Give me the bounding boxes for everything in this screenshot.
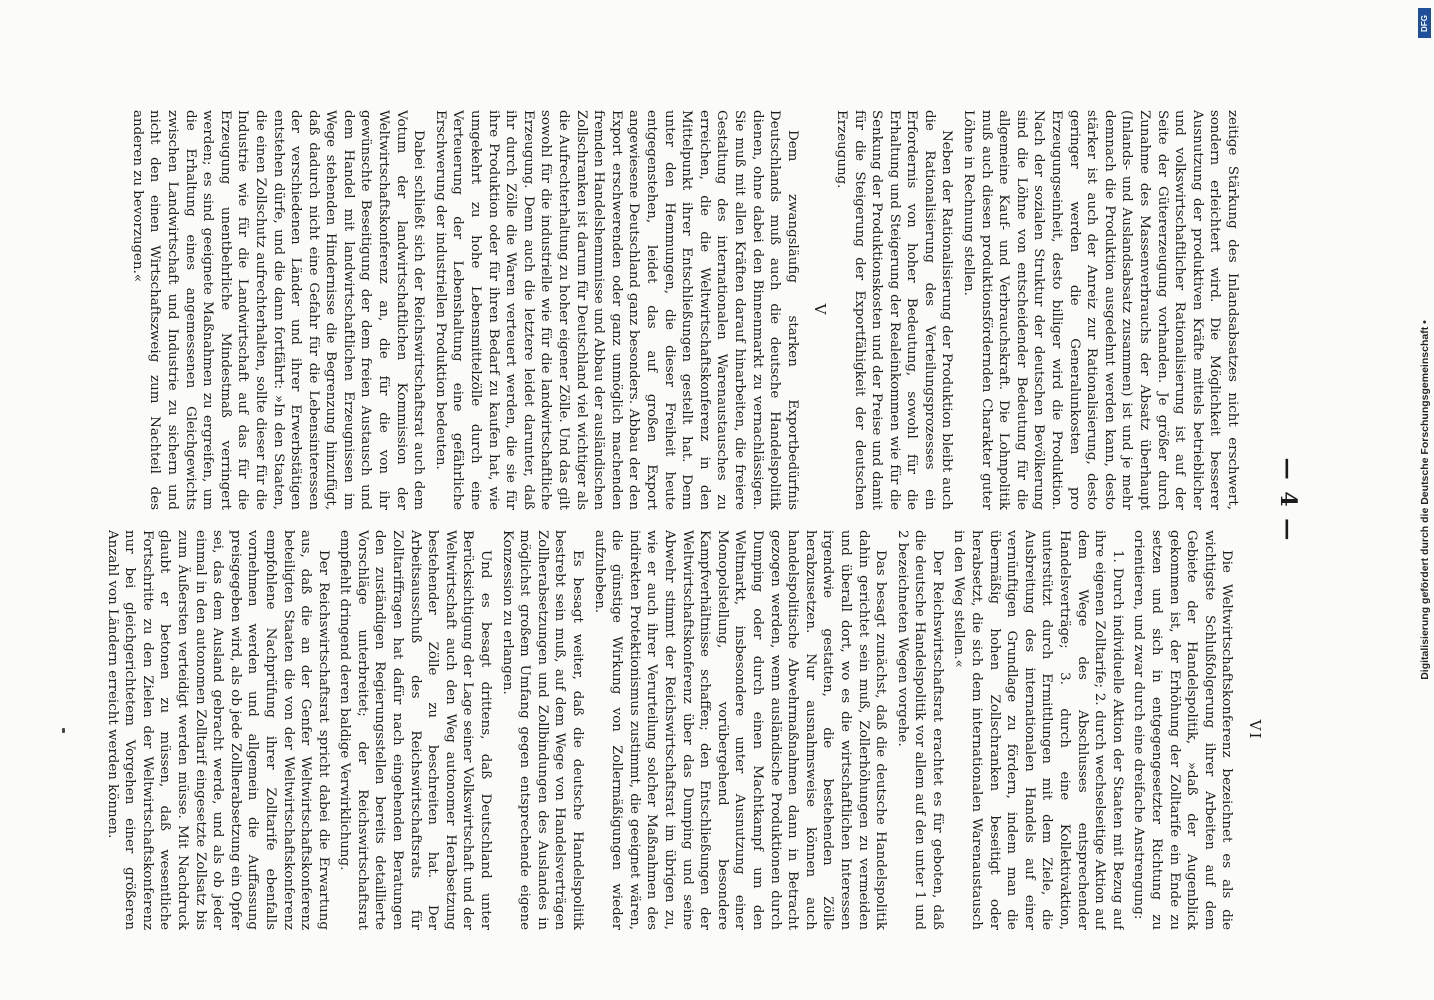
col1-paragraph-2: Neben der Rationalisierung der Produktion bleibt auch die Rationalisierung des Verteilungsprozesses ein Erfordernis von hoher Bedeutung, sowohl für die Erhaltung und Steigerung der Realeinkommen wie für die Senkung der Produktionskosten und der Preise und damit für die Steigerung der Exportfähigkeit der deutschen Erzeugung. [833, 110, 955, 510]
dfg-logo [1418, 8, 1431, 38]
col2-paragraph-3: Der Reichswirtschaftsrat erachtet es für geboten, daß die deutsche Handelspolitik vor allem auf den unter 1 und 2 bezeichneten Wegen vorgehe. [894, 530, 945, 930]
dfg-logo-text: DFG [1420, 14, 1430, 32]
section-heading-vi: VI [1246, 719, 1264, 741]
col2-paragraph-6: Und es besagt drittens, daß Deutschland unter Berücksichtigung der Lage seiner Volkswirtschaft und der Weltwirtschaft auch den Weg autonomer Herabsetzung bestehender Zölle zu beschreiten hat. Der Arbeitsausschuß des Reichswirtschaftsrats für Zolltariffragen hat dafür nach eingehenden Beratungen den zuständigen Regierungsstellen bereits detaillierte Vorschläge unterbreitet; der Reichswirtschaftsrat empfiehlt dringend deren baldige Verwirklichung. [337, 530, 494, 930]
sidebar-credit-text: Digitalisierung gefördert durch die Deutsche Forschungsgemeinschaft • [1419, 320, 1432, 680]
col1-paragraph-1: zeitige Stärkung des Inlandsabsatzes nicht erschwert, sondern erleichtert wird. Die Möglichkeit besserer Ausnutzung der produktiven Kräfte mittels betrieblicher und volkswirtschaftlicher Rationalisierung ist auf der Seite der Gütererzeugung vorhanden. Je größer durch Zunahme des Massenverbrauchs der Absatz überhaupt (Inlands- und Auslandsabsatz zusammen) ist und je mehr demnach die Produktion ausgedehnt werden kann, desto stärker ist auch der Anreiz zur Rationalisierung, desto geringer werden die Generalunkosten pro Erzeugungseinheit, desto billiger wird die Produktion. Nach der sozialen Struktur der deutschen Bevölkerung sind die Löhne von entscheidender Bedeutung für die allgemeine Kauf- und Verbrauchskraft. Die Lohnpolitik muß auch diesen produktionsfördernden Charakter guter Löhne in Rechnung stellen. [961, 110, 1240, 510]
col2-paragraph-7: Der Reichswirtschaftsrat spricht dabei die Erwartung aus, daß die an der Genfer Weltwirtschaftskonferenz beteiligten Staaten die von der Weltwirtschaftskonferenz empfohlene Nachprüfung ihrer Zolltarife ebenfalls vornehmen werden und allgemein die Auffassung preisgegeben wird, als ob jede Zollherabsetzung ein Opfer sei, das dem Ausland gebracht werde, und als ob jeder einmal in den autonomen Zolltarif eingesetzte Zollsatz bis zum Äußersten verteidigt werden müsse. Mit Nachdruck glaubt er betonen zu müssen, daß wesentliche Fortschritte zu den Zielen der Weltwirtschaftskonferenz nur bei gleichgerichtetem Vorgehen einer größeren Anzahl von Ländern erreicht werden können. [104, 530, 331, 930]
col1-paragraph-4: Dabei schließt sich der Reichswirtschaftsrat auch dem Votum der landwirtschaftlichen Kommission der Weltwirtschaftskonferenz an, die für die von ihr gewünschte Beseitigung der dem freien Austausch und dem Handel mit landwirtschaftlichen Erzeugnissen im Wege stehenden Hindernisse die Begrenzung hinzufügt, daß dadurch nicht eine Gefahr für die Lebensinteressen der verschiedenen Länder und ihrer Erwerbstätigen entstehen dürfe, und die dann fortfährt: »In den Staaten, die einen Zollschutz aufrechterhalten, sollte dieser für die Industrie wie für die Landwirtschaft auf das für die Erzeugung unentbehrliche Mindestmaß verringert werden; es sind geeignete Maßnahmen zu ergreifen, um die Erhaltung eines angemessenen Gleichgewichts zwischen Landwirtschaft und Industrie zu sichern und nicht den einen Wirtschaftszweig zum Nachteil des anderen zu bevorzugen.« [129, 110, 427, 510]
column-one [61, 110, 1241, 510]
section-heading-v: V [811, 303, 830, 317]
scan-speck [62, 728, 65, 733]
col2-paragraph-2: 1. Durch individuelle Aktion der Staaten mit Bezug auf ihre eigenen Zolltarife; 2. durch wechselseitige Aktion auf dem Wege des Abschlusses entsprechender Handelsverträge; 3. durch eine Kollektivaktion, unterstützt durch Ermittlungen mit dem Ziele, die Ausbreitung des internationalen Handels auf einer vernünftigen Grundlage zu fördern, indem man die übermäßig hohen Zollschranken beseitigt oder herabsetzt, die sich dem internationalen Warenaustausch in den Weg stellen.« [951, 530, 1125, 930]
col2-paragraph-1: Die Weltwirtschaftskonferenz bezeichnet es als die wichtigste Schlußfolgerung ihrer Arbeiten auf dem Gebiete der Handelspolitik, »daß der Augenblick gekommen ist, der Erhöhung der Zolltarife ein Ende zu setzen und sich in entgegengesetzter Richtung zu orientieren, und zwar durch eine dreifache Anstrengung: [1131, 530, 1235, 930]
column-two [57, 530, 1267, 930]
rotated-document [15, 0, 1305, 1000]
digitization-sidebar [1416, 0, 1434, 1000]
col2-paragraph-4: Das besagt zunächst, daß die deutsche Handelspolitik dahin gerichtet sein muß, Zollerhöhungen zu vermeiden und überall dort, wo es die wirtschaftlichen Interessen irgendwie gestatten, die bestehenden Zölle herabzusetzen. Nur ausnahmsweise können auch handelspolitische Abwehrmaßnahmen dann in Betracht gezogen werden, wenn ausländische Produktionen durch Dumping oder durch einen Machtkampf um den Weltmarkt, insbesondere unter Ausnutzung einer Monopolstellung, vorübergehend besondere Kampfverhältnisse schaffen; den Entschließungen der Weltwirtschaftskonferenz über das Dumping und seine Abwehr stimmt der Reichswirtschaftsrat im übrigen zu, wie er auch ihrer Verurteilung solcher Maßnahmen des indirekten Protektionismus zustimmt, die geeignet wären, die günstige Wirkung von Zollermäßigungen wieder aufzuheben. [591, 530, 889, 930]
col2-paragraph-5: Es besagt weiter, daß die deutsche Handelspolitik bestrebt sein muß, auf dem Wege von Handelsverträgen Zollherabsetzungen und Zollbindungen des Auslandes in möglichst großem Umfang gegen entsprechende eigene Konzession zu erlangen. [499, 530, 586, 930]
page-number: — 4 — [1275, 457, 1301, 543]
col1-paragraph-3: Dem zwangsläufig starken Exportbedürfnis Deutschlands muß auch die deutsche Handelspolitik dienen, ohne dabei den Binnenmarkt zu vernachlässigen. Sie muß mit allen Kräften darauf hinarbeiten, die freiere Gestaltung des internationalen Warenaustausches zu erreichen, die die Weltwirtschaftskonferenz in den Mittelpunkt ihrer Entschließungen gestellt hat. Denn unter den Hemmungen, die dieser Freiheit heute entgegenstehen, leidet das auf großen Export angewiesene Deutschland ganz besonders. Abbau der den Export erschwerenden oder ganz unmöglich machenden fremden Handelshemmnisse und Abbau der ausländischen Zollschranken ist darum für Deutschland viel wichtiger als die Aufrechterhaltung zu hoher eigener Zölle. Und das gilt sowohl für die industrielle wie für die landwirtschaftliche Erzeugung. Denn auch die letztere leidet darunter, daß ihr durch Zölle die Waren verteuert werden, die sie für ihre Produktion oder für ihren Bedarf zu kaufen hat, wie umgekehrt zu hohe Lebensmittelzölle durch eine Verteuerung der Lebenshaltung eine gefährliche Erschwerung der industriellen Produktion bedeuten. [432, 110, 800, 510]
